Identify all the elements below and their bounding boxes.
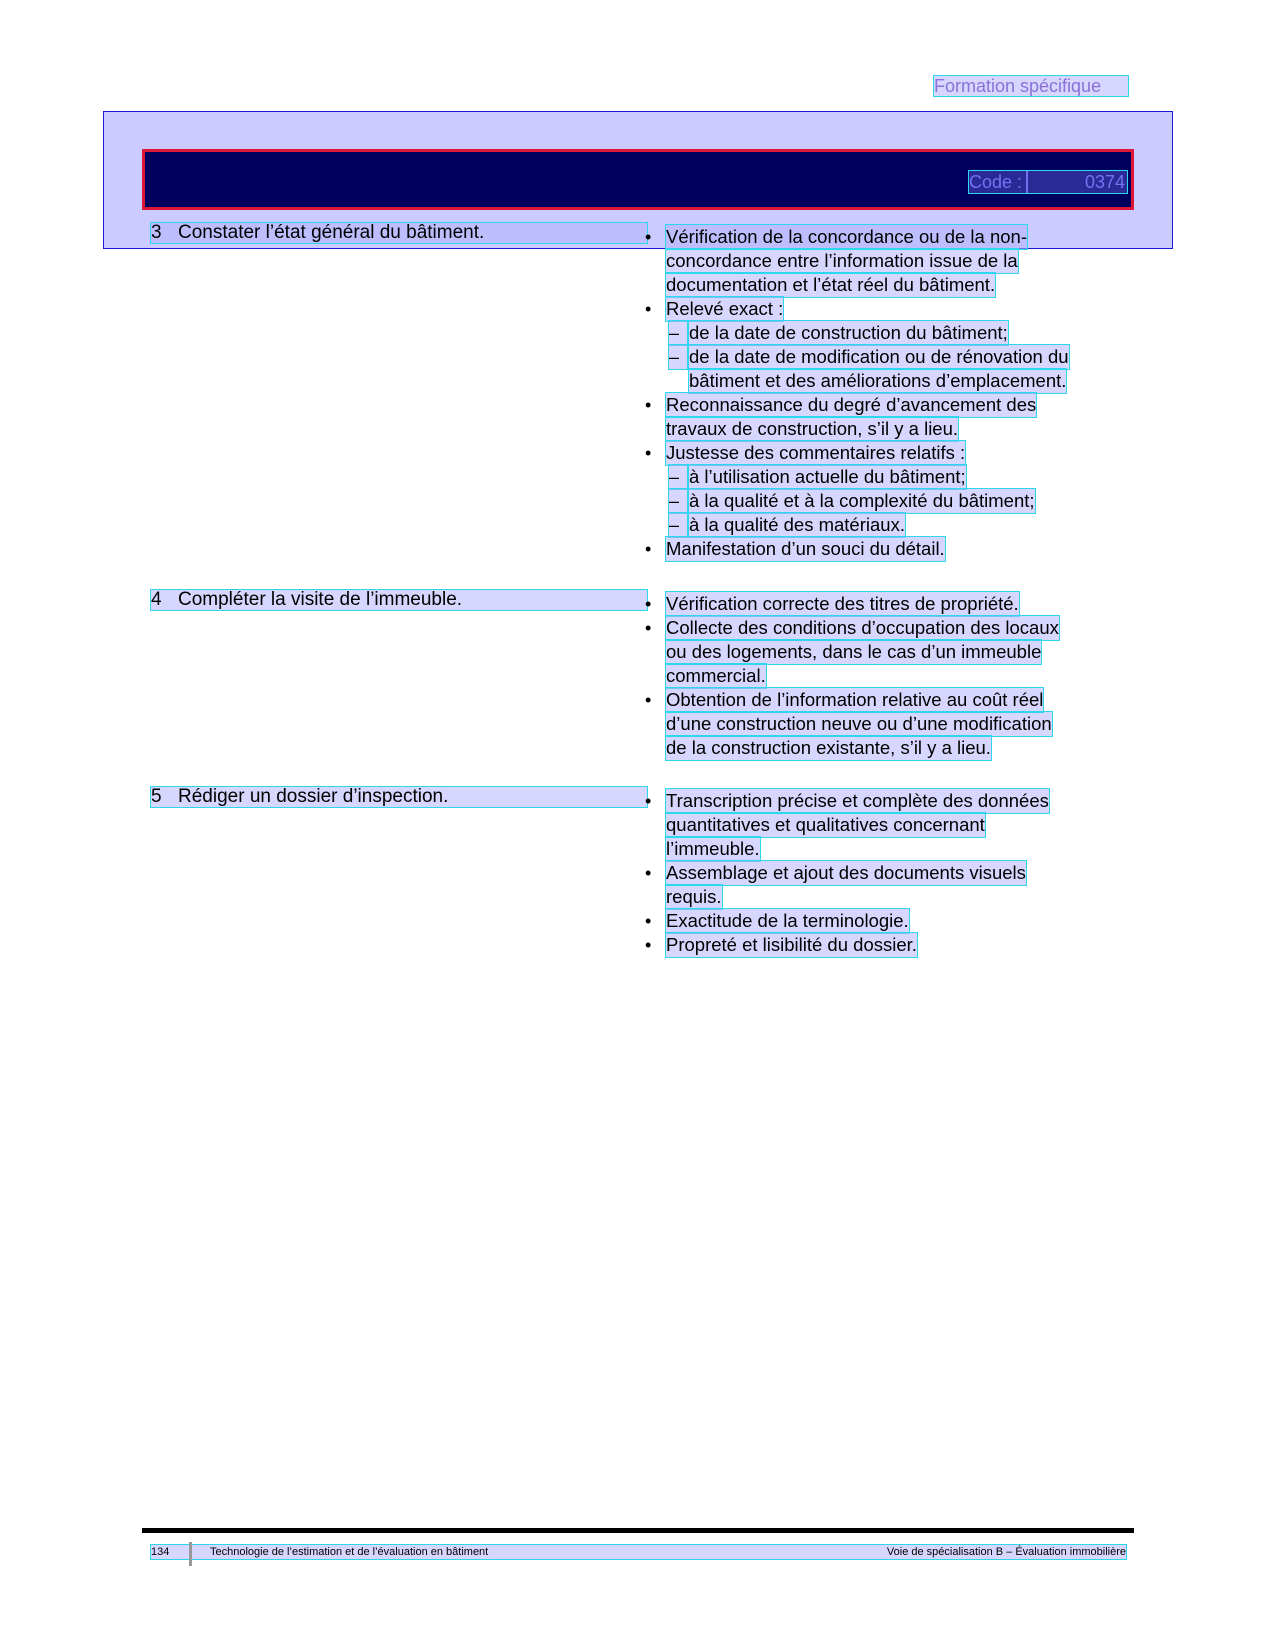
criterion-item [645,616,1125,688]
bullet-icon: • [645,863,652,883]
criterion-line: ou des logements, dans le cas d’un immeuble [666,641,1042,662]
bullet-icon: • [645,594,652,614]
criterion-item [645,861,1125,909]
criterion-line: requis. [666,886,722,907]
page-number: 134 [151,1546,170,1558]
dash-icon: – [669,321,687,345]
dash-icon: – [669,345,687,369]
criteria-list-3 [645,225,1125,561]
dash-icon: – [669,513,687,537]
sub-criterion-line: à la qualité et à la complexité du bâtiment; [689,490,1035,511]
criterion-line: Collecte des conditions d’occupation des locaux [666,617,1059,638]
dash-icon: – [669,465,687,489]
dash-icon: – [669,489,687,513]
bullet-icon: • [645,395,652,415]
sub-criterion-line: de la date de construction du bâtiment; [689,322,1008,343]
criterion-item [645,688,1125,760]
bullet-icon: • [645,791,652,811]
criterion-line: Relevé exact : [666,298,784,319]
bullet-icon: • [645,618,652,638]
sub-criterion [666,345,1125,393]
criterion-item [645,909,1125,933]
criterion-line: Transcription précise et complète des données [666,790,1049,811]
element-row-3 [151,223,647,243]
footer-divider [189,1542,192,1566]
sub-criterion-line: bâtiment et des améliorations d’emplacement. [689,370,1067,391]
criterion-line: Reconnaissance du degré d’avancement des [666,394,1037,415]
code-label-text: Code : [969,172,1023,192]
sub-criterion [666,465,1125,489]
criterion-item [645,441,1125,537]
element-row-4 [151,590,647,610]
footer-section-title: Voie de spécialisation B – Évaluation immobilière [886,1546,1126,1558]
sub-criterion-line: à la qualité des matériaux. [689,514,905,535]
element-text: Constater l’état général du bâtiment. [178,222,485,243]
criterion-line: concordance entre l’information issue de la [666,250,1018,271]
criterion-line: travaux de construction, s’il y a lieu. [666,418,959,439]
criterion-line: Vérification de la concordance ou de la non- [666,226,1027,247]
criteria-list-4 [645,592,1125,760]
criterion-line: Assemblage et ajout des documents visuels [666,862,1026,883]
sub-criterion-line: à l’utilisation actuelle du bâtiment; [689,466,966,487]
criterion-line: documentation et l’état réel du bâtiment. [666,274,996,295]
criterion-line: d’une construction neuve ou d’une modification [666,713,1052,734]
criterion-item [645,225,1125,297]
bullet-icon: • [645,935,652,955]
criterion-line: quantitatives et qualitatives concernant [666,814,985,835]
criterion-line: Obtention de l’information relative au coût réel [666,689,1044,710]
criteria-list-5 [645,789,1125,957]
criterion-line: Justesse des commentaires relatifs : [666,442,966,463]
code-label [969,171,1127,193]
element-number: 5 [151,786,162,807]
element-number: 4 [151,589,162,610]
element-text: Rédiger un dossier d’inspection. [178,786,449,807]
element-text: Compléter la visite de l’immeuble. [178,589,463,610]
code-value: 0374 [1084,172,1125,192]
footer-program-title: Technologie de l’estimation et de l’évaluation en bâtiment [210,1546,489,1558]
criterion-line: de la construction existante, s’il y a lieu. [666,737,991,758]
criterion-line: Vérification correcte des titres de propriété. [666,593,1019,614]
footer-rule [142,1528,1134,1533]
criterion-line: Manifestation d’un souci du détail. [666,538,945,559]
criterion-line: commercial. [666,665,766,686]
criterion-item [645,393,1125,441]
criterion-item [645,592,1125,616]
bullet-icon: • [645,690,652,710]
criterion-line: l’immeuble. [666,838,760,859]
criterion-line: Propreté et lisibilité du dossier. [666,934,917,955]
bullet-icon: • [645,299,652,319]
element-number: 3 [151,222,162,243]
sub-criterion [666,321,1125,345]
element-row-5 [151,787,647,807]
criterion-line: Exactitude de la terminologie. [666,910,909,931]
criterion-item [645,537,1125,561]
criterion-item [645,933,1125,957]
sub-criterion [666,489,1125,513]
code-divider [1026,171,1028,193]
criterion-item [645,789,1125,861]
sub-criterion [666,513,1125,537]
sub-criterion-line: de la date de modification ou de rénovation du [689,346,1069,367]
page-footer [151,1545,1126,1559]
criterion-item [645,297,1125,393]
bullet-icon: • [645,443,652,463]
bullet-icon: • [645,911,652,931]
running-title: Formation spécifique [934,76,1128,96]
bullet-icon: • [645,539,652,559]
bullet-icon: • [645,227,652,247]
